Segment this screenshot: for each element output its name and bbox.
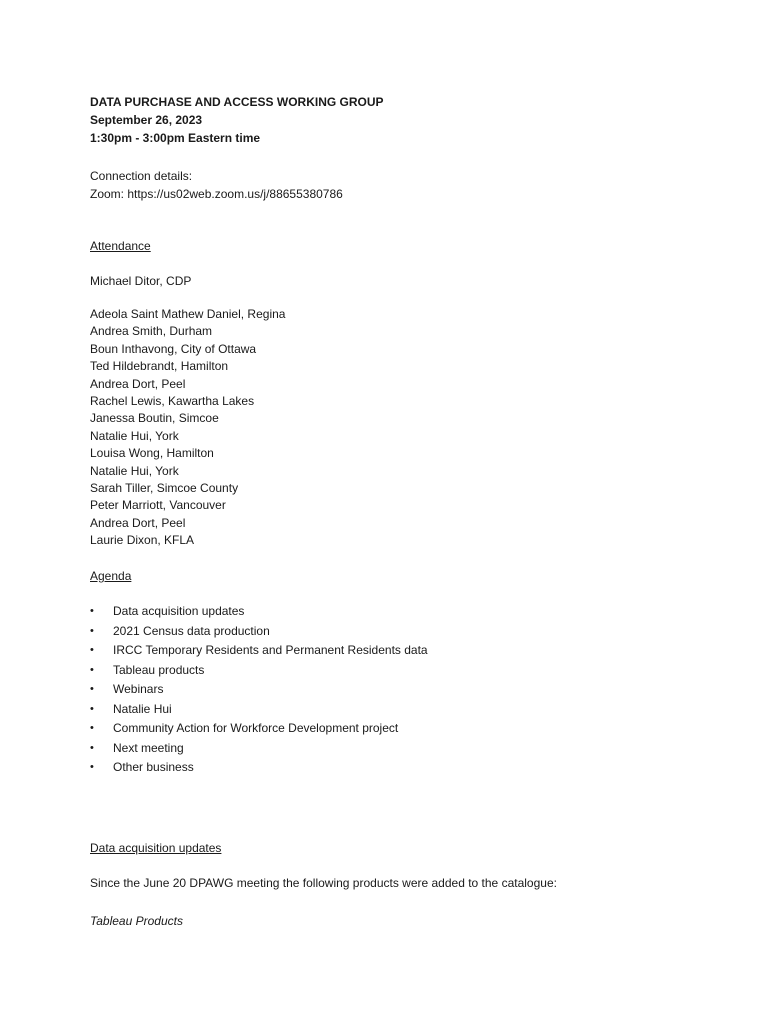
agenda-item (90, 739, 710, 759)
agenda-item-label: 2021 Census data production (113, 623, 270, 638)
agenda-item-label: Next meeting (113, 740, 184, 755)
data-acquisition-intro: Since the June 20 DPAWG meeting the following products were added to the catalogue: (90, 876, 557, 890)
bullet-icon: • (90, 683, 94, 695)
attendee: Sarah Tiller, Simcoe County (90, 480, 239, 495)
agenda-item-label: Community Action for Workforce Development project (113, 721, 399, 735)
attendee: Laurie Dixon, KFLA (90, 533, 195, 548)
attendee: Louisa Wong, Hamilton (90, 446, 214, 461)
connection-label: Connection details: (90, 169, 193, 183)
data-acquisition-heading: Data acquisition updates (90, 841, 222, 855)
agenda-heading-wrap (90, 567, 710, 585)
agenda-item-label: Webinars (113, 682, 164, 696)
agenda-item-label: IRCC Temporary Residents and Permanent Residents data (113, 643, 428, 657)
agenda-list (90, 602, 710, 778)
attendee: Andrea Smith, Durham (90, 324, 213, 339)
meeting-time: 1:30pm - 3:00pm Eastern time (90, 131, 261, 145)
data-acquisition-intro-wrap (90, 874, 710, 892)
connection-details (90, 167, 710, 203)
bullet-icon: • (90, 663, 94, 676)
agenda-item (90, 622, 710, 642)
attendee: Janessa Boutin, Simcoe (90, 411, 219, 426)
attendance-heading: Attendance (90, 239, 151, 253)
attendee: Andrea Dort, Peel (90, 376, 186, 391)
tableau-subheading-wrap (90, 912, 710, 930)
bullet-icon: • (90, 722, 94, 734)
agenda-item (90, 719, 710, 739)
zoom-link[interactable]: Zoom: https://us02web.zoom.us/j/88655380786 (90, 187, 343, 201)
data-acquisition-heading-wrap (90, 839, 710, 857)
bullet-icon: • (90, 702, 94, 715)
bullet-icon: • (90, 624, 94, 637)
chair-wrap (90, 272, 710, 290)
agenda-heading: Agenda (90, 569, 132, 583)
agenda-item (90, 661, 710, 681)
group-title: DATA PURCHASE AND ACCESS WORKING GROUP (90, 95, 384, 109)
agenda-item (90, 680, 710, 700)
attendee: Adeola Saint Mathew Daniel, Regina (90, 307, 286, 321)
agenda-list-wrap (90, 602, 710, 778)
meeting-date: September 26, 2023 (90, 113, 203, 127)
agenda-item-label: Data acquisition updates (113, 604, 245, 618)
agenda-item-label: Natalie Hui (113, 701, 172, 716)
agenda-item (90, 700, 710, 720)
attendee: Rachel Lewis, Kawartha Lakes (90, 393, 255, 408)
attendee: Natalie Hui, York (90, 428, 179, 443)
attendance-heading-wrap (90, 237, 710, 255)
agenda-item (90, 758, 710, 778)
attendee: Boun Inthavong, City of Ottawa (90, 341, 257, 356)
agenda-item-label: Other business (113, 760, 194, 774)
bullet-icon: • (90, 761, 94, 773)
bullet-icon: • (90, 644, 94, 656)
agenda-item-label: Tableau products (113, 662, 205, 677)
agenda-item (90, 641, 710, 661)
chair-name: Michael Ditor, CDP (90, 274, 192, 288)
meeting-header (90, 93, 710, 147)
bullet-icon: • (90, 605, 94, 617)
agenda-item (90, 602, 710, 622)
attendee: Andrea Dort, Peel (90, 515, 186, 530)
bullet-icon: • (90, 741, 94, 754)
attendee: Peter Marriott, Vancouver (90, 498, 226, 513)
attendee-list (90, 306, 710, 549)
tableau-products-subheading: Tableau Products (90, 914, 183, 928)
attendee: Natalie Hui, York (90, 463, 179, 478)
attendee: Ted Hildebrandt, Hamilton (90, 359, 229, 374)
